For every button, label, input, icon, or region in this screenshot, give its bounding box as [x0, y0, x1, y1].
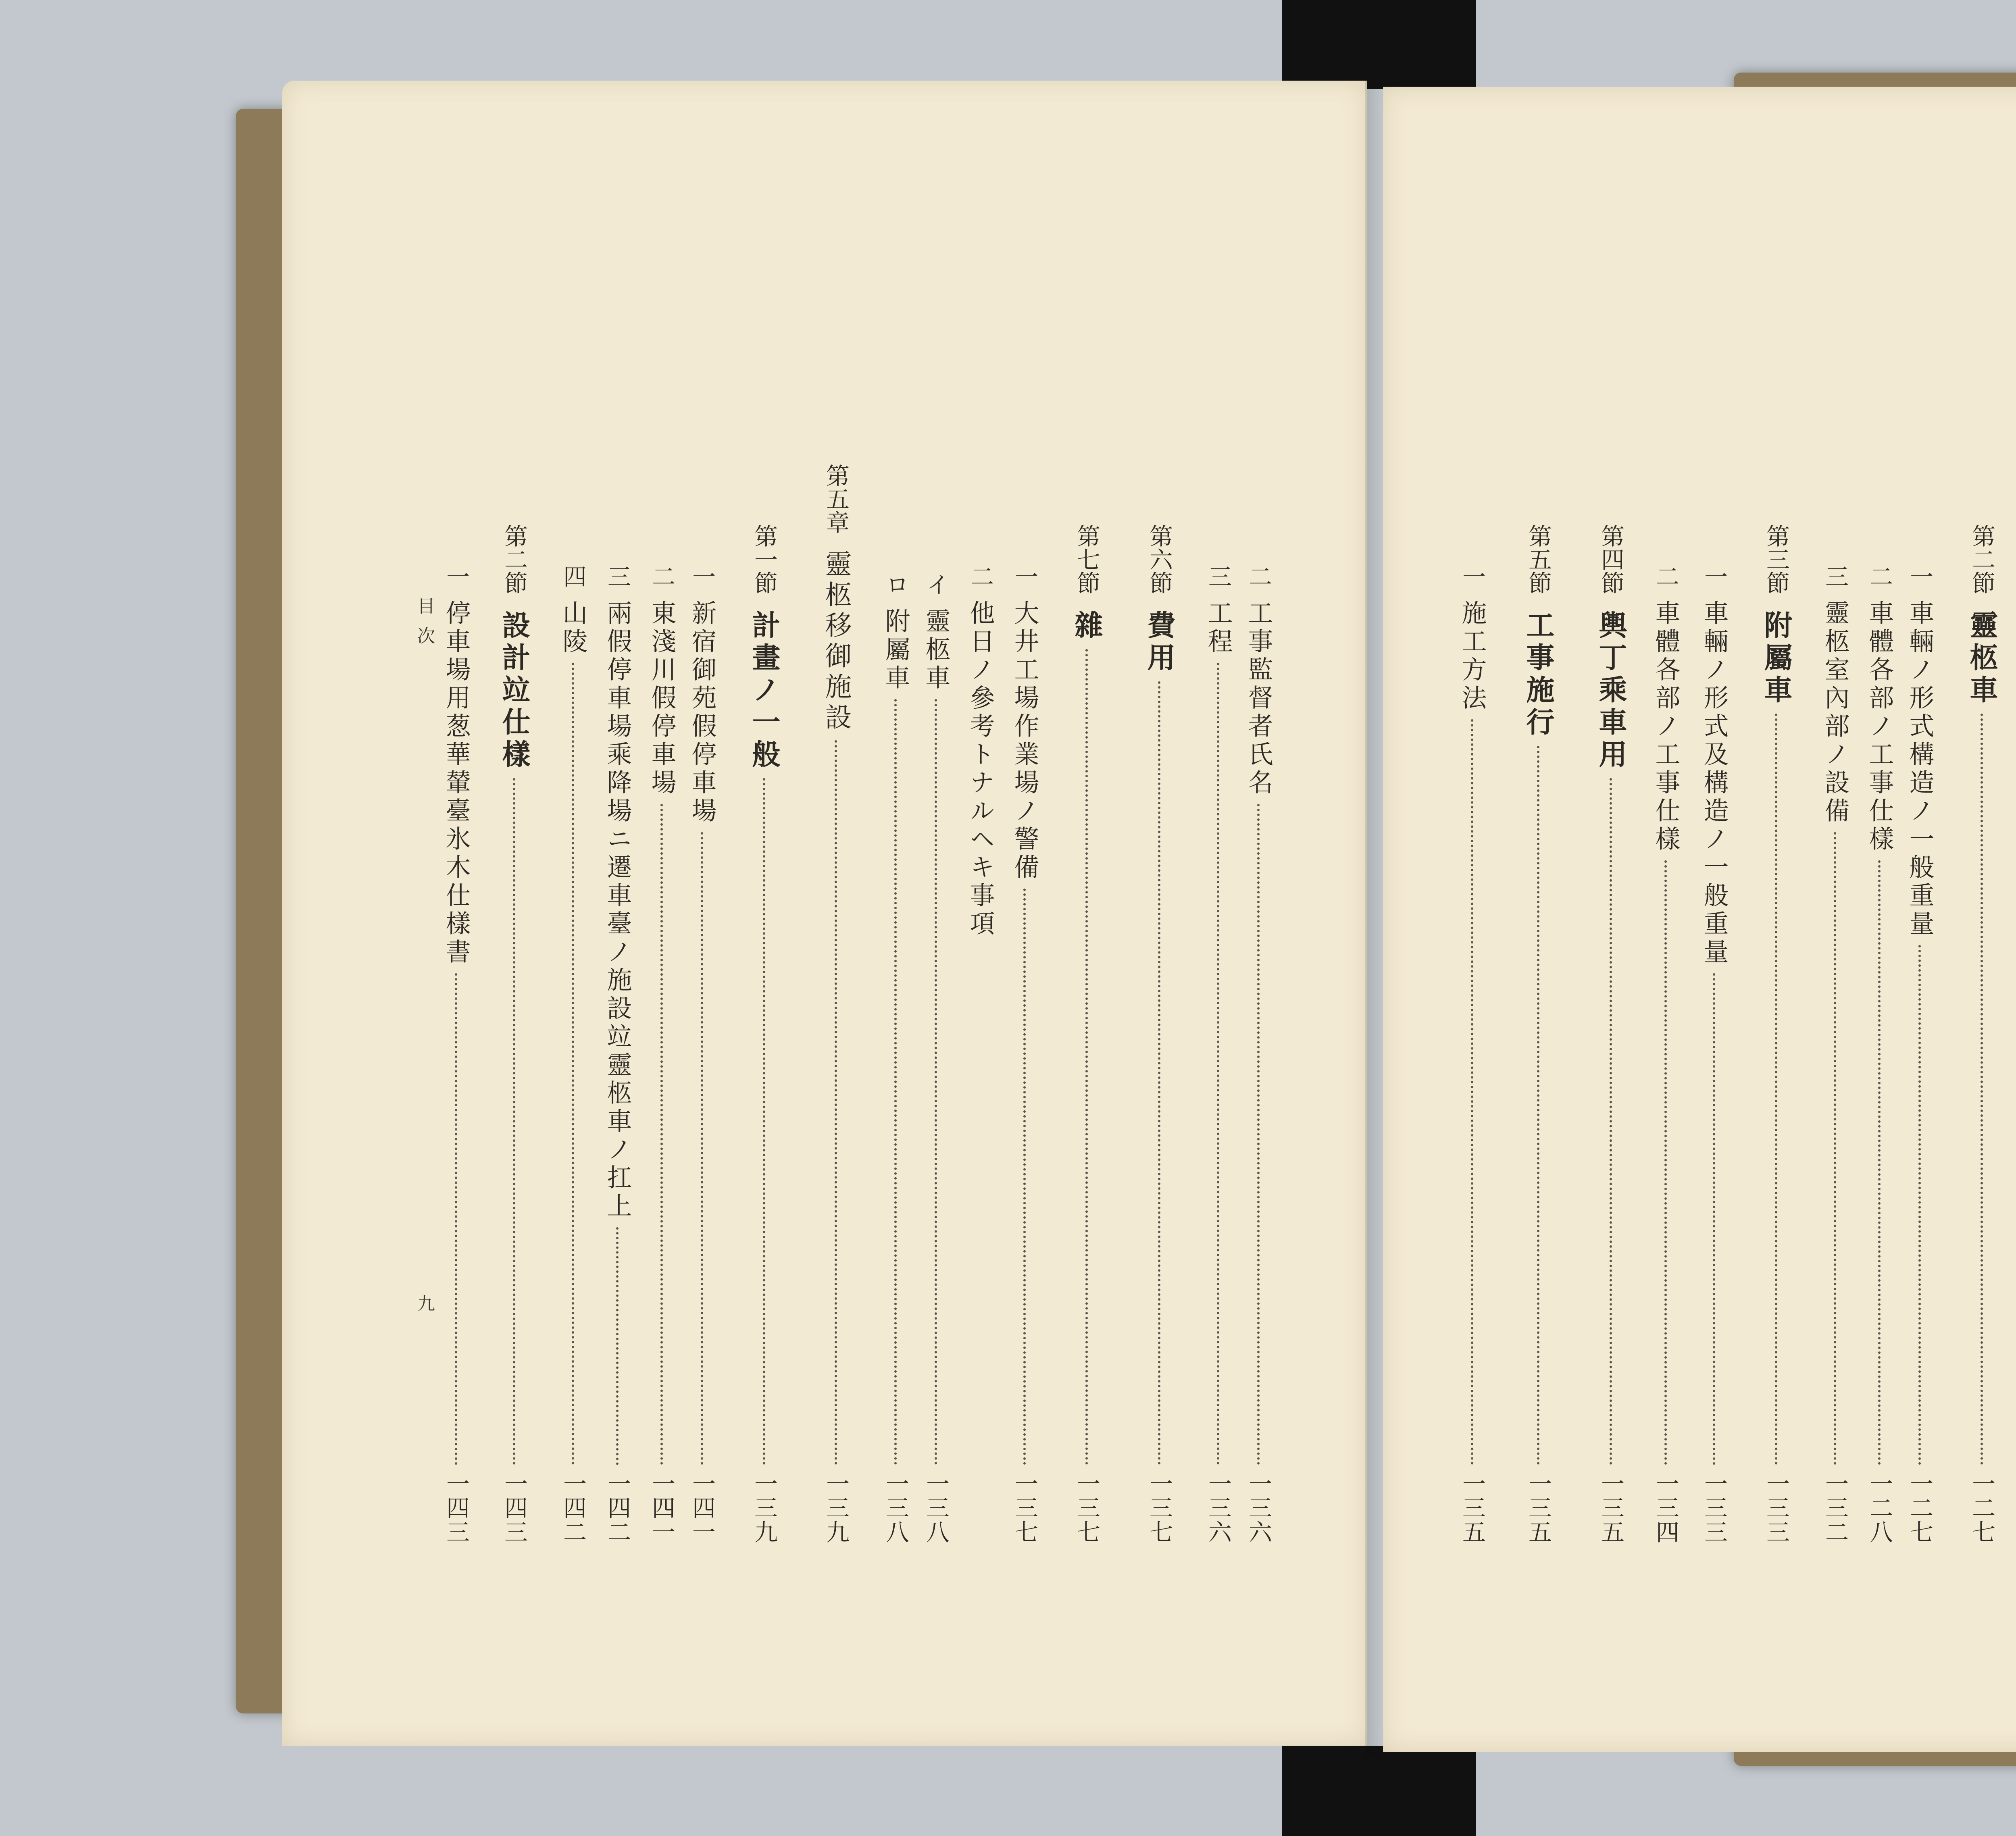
- toc-entry: 二 東淺川假停車場 一四一: [647, 564, 677, 1544]
- toc-section: 第一節 計畫ノ一般 一三九: [748, 524, 781, 1544]
- toc-section: 第三節 附屬車 一三三: [1760, 524, 1793, 1544]
- toc-entry: 二 工事監督者氏名 一三六: [1244, 564, 1273, 1544]
- toc-entry: 一 新宿御苑假停車場 一四一: [687, 564, 717, 1544]
- toc-section: 第二節 靈柩車 一二七: [1965, 524, 1999, 1544]
- toc-entry: 一 大井工場作業場ノ警備 一三七: [1010, 564, 1039, 1544]
- toc-entry: イ 靈柩車 一三八: [921, 572, 951, 1544]
- toc-entry: 三 靈柩室內部ノ設備 一三二: [1820, 564, 1850, 1544]
- toc-entry: 二 他日ノ參考トナルヘキ事項: [966, 564, 995, 939]
- toc-entry: 二 車體各部ノ工事仕樣 一三四: [1651, 564, 1681, 1544]
- background-strip: [1282, 1746, 1476, 1836]
- page-number-left: 九: [414, 1294, 435, 1324]
- toc-entry: 一 車輛ノ形式及構造ノ一般重量 一三三: [1699, 564, 1729, 1544]
- toc-entry: 三 兩假停車場乘降場ニ遷車臺ノ施設竝靈柩車ノ扛上 一四二: [603, 564, 632, 1544]
- toc-section: 第二節 設計竝仕樣 一四三: [498, 524, 531, 1544]
- toc-entry: 一 停車場用葱華輦臺氷木仕樣書 一四三: [442, 564, 471, 1544]
- toc-section: 第六節 費用 一三七: [1143, 524, 1176, 1544]
- toc-entry: 二 車體各部ノ工事仕樣 一二八: [1865, 564, 1894, 1544]
- toc-entry: ロ 附屬車 一三八: [881, 572, 910, 1544]
- toc-section: 第七節 雜 一三七: [1070, 524, 1104, 1544]
- background-strip: [1282, 0, 1476, 89]
- toc-section: 第四節 輿丁乘車用 一三五: [1594, 524, 1628, 1544]
- toc-section: 第五節 工事施行 一三五: [1522, 524, 1555, 1544]
- toc-entry: 四 山陵 一四二: [558, 564, 588, 1544]
- toc-entry: 一 車輛ノ形式構造ノ一般重量 一二七: [1905, 564, 1935, 1544]
- toc-entry: 一 施工方法 一三五: [1458, 564, 1487, 1544]
- toc-entry: 三 工程 一三六: [1204, 564, 1233, 1544]
- toc-chapter: 第五章 靈柩移御施設 一三九: [821, 464, 852, 1544]
- book-gutter: [1365, 81, 1385, 1758]
- running-header-left: 目次: [414, 597, 435, 656]
